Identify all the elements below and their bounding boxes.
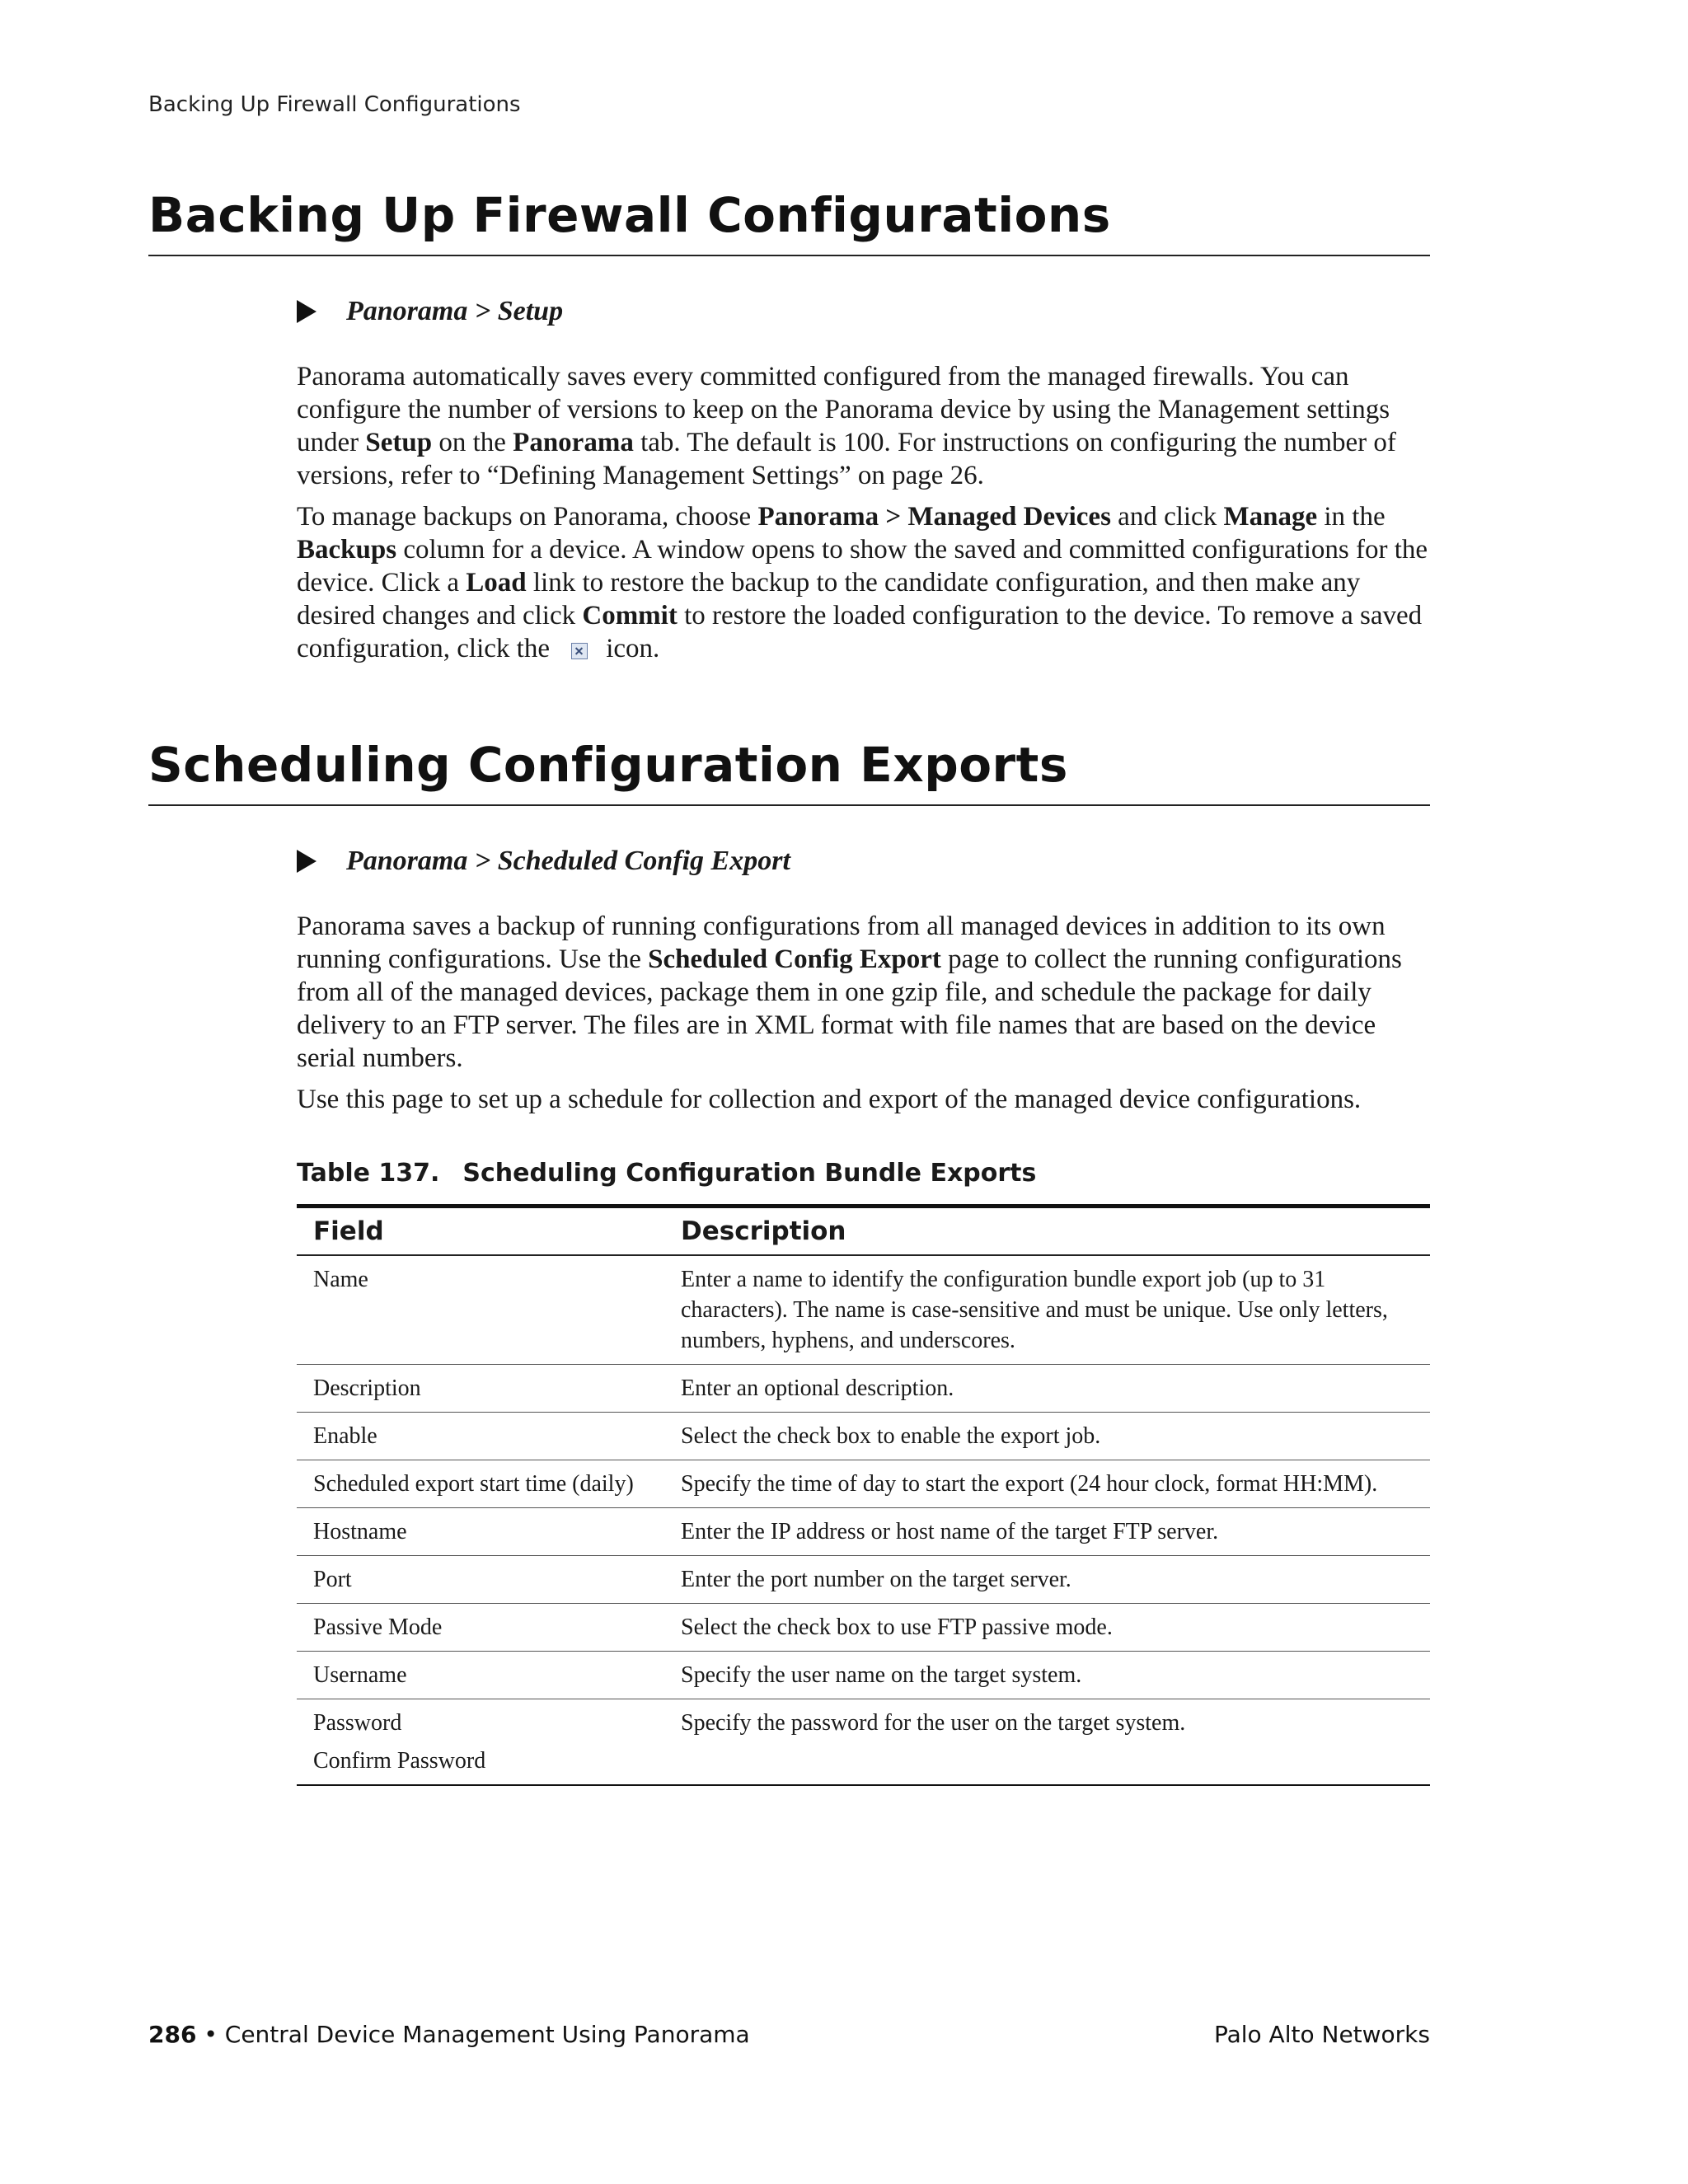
field-cell xyxy=(297,1555,664,1603)
nav-path xyxy=(297,846,1430,877)
field-cell xyxy=(297,1507,664,1555)
table-row xyxy=(297,1460,1430,1507)
table-row xyxy=(297,1555,1430,1603)
field-cell xyxy=(297,1651,664,1699)
description-cell: Enter a name to identify the configuration bundle export job (up to 31 characters). The name is case-sensitive and must be unique. Use only letters, numbers, hyphens, and underscores. xyxy=(664,1255,1430,1365)
section-body xyxy=(297,296,1430,665)
footer-separator: • xyxy=(196,2021,225,2048)
table-row xyxy=(297,1603,1430,1651)
field-name: Port xyxy=(313,1566,352,1592)
table-row xyxy=(297,1364,1430,1412)
section-title: Backing Up Firewall Configurations xyxy=(148,188,1430,256)
field-cell xyxy=(297,1255,664,1365)
table-row xyxy=(297,1507,1430,1555)
field-name: Username xyxy=(313,1661,407,1688)
description-cell: Specify the user name on the target system. xyxy=(664,1651,1430,1699)
ui-term: Panorama xyxy=(513,427,634,457)
field-name: Description xyxy=(313,1375,421,1401)
field-cell xyxy=(297,1412,664,1460)
section-scheduling xyxy=(148,738,1430,1786)
ui-term: Scheduled Config Export xyxy=(648,944,941,974)
field-name: Password xyxy=(313,1709,402,1736)
column-header-description: Description xyxy=(664,1206,1430,1255)
running-header: Backing Up Firewall Configurations xyxy=(148,92,521,117)
description-cell: Select the check box to enable the export job. xyxy=(664,1412,1430,1460)
table-caption xyxy=(297,1159,1430,1188)
nav-path-text: Panorama > Scheduled Config Export xyxy=(346,845,790,876)
ui-term: Manage xyxy=(1223,501,1318,532)
field-name: Scheduled export start time (daily) xyxy=(313,1470,634,1497)
ui-term: Load xyxy=(466,567,527,598)
ui-term: Panorama > Managed Devices xyxy=(757,501,1111,532)
ui-term: Commit xyxy=(582,600,678,630)
table-row xyxy=(297,1699,1430,1785)
paragraph: To manage backups on Panorama, choose Panorama > Managed Devices and click Manage in the Backups column for a device. A window opens to show the saved and committed configurations for the device. Click a Load link to restore the backup to the candidate configuration, and then make any desired changes and click Commit to restore the loaded configuration to the device. To remove a saved configuration, click the icon. xyxy=(297,501,1428,663)
book-title: Central Device Management Using Panorama xyxy=(224,2021,750,2048)
table-row xyxy=(297,1412,1430,1460)
description-cell: Select the check box to use FTP passive mode. xyxy=(664,1603,1430,1651)
table-row xyxy=(297,1651,1430,1699)
triangle-right-icon xyxy=(297,300,316,323)
description-cell: Specify the time of day to start the export (24 hour clock, format HH:MM). xyxy=(664,1460,1430,1507)
field-name: Enable xyxy=(313,1422,377,1449)
table-number: Table 137. xyxy=(297,1158,440,1188)
field-name: Passive Mode xyxy=(313,1614,443,1640)
table-header-row xyxy=(297,1206,1430,1255)
field-name: Hostname xyxy=(313,1518,407,1544)
fields-table xyxy=(297,1204,1430,1786)
footer-left xyxy=(148,2021,750,2048)
section-body xyxy=(297,846,1430,1786)
description-cell: Specify the password for the user on the target system. xyxy=(681,1709,1186,1736)
field-name: Confirm Password xyxy=(313,1747,486,1774)
ui-term: Setup xyxy=(365,427,433,457)
column-header-field: Field xyxy=(297,1206,664,1255)
field-name: Name xyxy=(313,1266,368,1292)
table-title: Scheduling Configuration Bundle Exports xyxy=(462,1158,1037,1188)
paragraph: Use this page to set up a schedule for collection and export of the managed device configurations. xyxy=(297,1084,1362,1114)
paragraph: Panorama saves a backup of running configurations from all managed devices in addition to its own running configurations. Use the Scheduled Config Export page to collect the running configurations from all of the managed devices, package them in one gzip file, and schedule the package for daily delivery to an FTP server. The files are in XML format with file names that are based on the device serial numbers. xyxy=(297,911,1402,1073)
field-cell xyxy=(297,1603,664,1651)
description-cell: Enter an optional description. xyxy=(664,1364,1430,1412)
section-backing-up xyxy=(148,188,1430,665)
field-cell xyxy=(297,1364,664,1412)
company-name: Palo Alto Networks xyxy=(1213,2021,1430,2048)
field-cell xyxy=(297,1699,664,1785)
nav-path-text: Panorama > Setup xyxy=(346,295,564,326)
nav-path xyxy=(297,296,1430,327)
description-cell: Enter the IP address or host name of the target FTP server. xyxy=(664,1507,1430,1555)
description-cell: Enter the port number on the target server. xyxy=(664,1555,1430,1603)
table-body xyxy=(297,1255,1430,1785)
field-cell xyxy=(297,1460,664,1507)
page-number: 286 xyxy=(148,2021,197,2048)
paragraph: Panorama automatically saves every committed configured from the managed firewalls. You can configure the number of versions to keep on the Panorama device by using the Management settings under Setup on the Panorama tab. The default is 100. For instructions on configuring the number of versions, refer to “Defining Management Settings” on page 26. xyxy=(297,361,1396,490)
delete-icon xyxy=(571,643,588,659)
triangle-right-icon xyxy=(297,850,316,873)
section-title: Scheduling Configuration Exports xyxy=(148,738,1430,806)
table-row xyxy=(297,1255,1430,1365)
ui-term: Backups xyxy=(297,534,397,565)
